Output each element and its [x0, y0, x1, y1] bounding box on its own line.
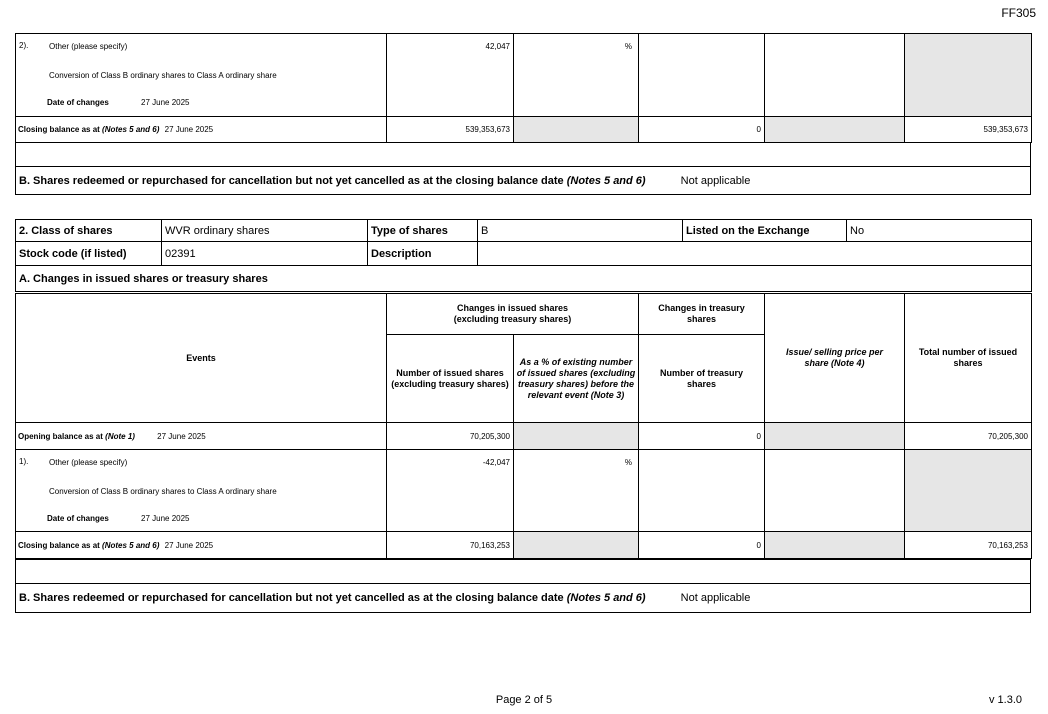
closing-total: 70,163,253: [905, 532, 1032, 559]
event-number: 2).: [19, 41, 29, 50]
opening-issued: 70,205,300: [387, 423, 514, 450]
event-row: [16, 34, 1032, 117]
section-b-row: [16, 584, 1031, 613]
event-total-cell: [905, 450, 1032, 532]
event-total-cell: [905, 34, 1032, 117]
class-row: [16, 220, 1032, 242]
opening-price-cell: [765, 423, 905, 450]
closing-label: Closing balance as at: [18, 540, 100, 550]
section-b-value: Not applicable: [680, 592, 751, 604]
date-of-changes-label: Date of changes: [47, 98, 109, 107]
section-b-notes: (Notes 5 and 6): [566, 174, 646, 187]
class2-section-b-table: [15, 559, 1031, 613]
event-description: Conversion of Class B ordinary shares to Class A ordinary share: [49, 487, 277, 496]
opening-label: Opening balance as at: [18, 431, 103, 441]
event-issued-shares: 42,047: [387, 34, 514, 117]
event-number: 1).: [19, 457, 29, 466]
event-description: Conversion of Class B ordinary shares to Class A ordinary share: [49, 71, 277, 80]
class-label: 2. Class of shares: [16, 220, 162, 242]
opening-treasury: 0: [639, 423, 765, 450]
closing-treasury: 0: [639, 117, 765, 143]
page-number: Page 2 of 5: [495, 694, 553, 706]
closing-issued: 70,163,253: [387, 532, 514, 559]
class-value: WVR ordinary shares: [162, 220, 368, 242]
event-treasury-cell: [639, 450, 765, 532]
event-row: [16, 450, 1032, 532]
closing-issued: 539,353,673: [387, 117, 514, 143]
closing-price-cell: [765, 117, 905, 143]
total-header: Total number of issued shares: [905, 294, 1032, 423]
section-b-label: B. Shares redeemed or repurchased for cancellation but not yet cancelled as at the closing balance date: [19, 592, 564, 604]
section-b-notes: (Notes 5 and 6): [566, 592, 646, 604]
spacer-cell: [16, 560, 1031, 584]
stock-code-label: Stock code (if listed): [16, 242, 162, 266]
closing-notes: (Notes 5 and 6): [102, 540, 160, 550]
opening-total: 70,205,300: [905, 423, 1032, 450]
section-b-row: [16, 167, 1031, 195]
event-percent: %: [514, 450, 639, 532]
section-a-label: A. Changes in issued shares or treasury shares: [16, 266, 1032, 292]
date-of-changes-value: 27 June 2025: [141, 98, 190, 107]
event-price-cell: [765, 450, 905, 532]
pct-existing-header: As a % of existing number of issued shares (excluding treasury shares) before the relevant event (Note 3): [514, 335, 639, 423]
type-label: Type of shares: [368, 220, 478, 242]
event-treasury-cell: [639, 34, 765, 117]
listed-label: Listed on the Exchange: [683, 220, 847, 242]
opening-pct-cell: [514, 423, 639, 450]
form-code: FF305: [1001, 6, 1036, 20]
stock-code-value: 02391: [162, 242, 368, 266]
num-treasury-header: Number of treasury shares: [639, 335, 765, 423]
spacer-cell: [16, 143, 1031, 167]
type-value: B: [478, 220, 683, 242]
section-b-label: B. Shares redeemed or repurchased for cancellation but not yet cancelled as at the closing balance date: [19, 174, 564, 187]
closing-label: Closing balance as at: [18, 125, 100, 134]
closing-date: 27 June 2025: [164, 125, 214, 134]
changes-treasury-header: Changes in treasury shares: [639, 294, 765, 335]
opening-notes: (Note 1): [105, 431, 135, 441]
date-of-changes-label: Date of changes: [47, 514, 109, 523]
top-spacer-table: [15, 142, 1031, 195]
opening-date: 27 June 2025: [157, 431, 206, 441]
closing-balance-row: [16, 117, 1032, 143]
listed-value: No: [847, 220, 1032, 242]
section-b-value: Not applicable: [680, 174, 751, 187]
stock-row: [16, 242, 1032, 266]
description-label: Description: [368, 242, 478, 266]
num-issued-header: Number of issued shares (excluding treasury shares): [387, 335, 514, 423]
event-price-cell: [765, 34, 905, 117]
changes-issued-header: Changes in issued shares (excluding treasury shares): [387, 294, 639, 335]
header-row-1: [16, 294, 1032, 335]
class2-info-table: [15, 219, 1032, 292]
version-label: v 1.3.0: [988, 694, 1022, 706]
description-value: [478, 242, 1032, 266]
opening-balance-row: [16, 423, 1032, 450]
section-a-row: [16, 266, 1032, 292]
closing-total: 539,353,673: [905, 117, 1032, 143]
closing-date: 27 June 2025: [164, 540, 214, 550]
date-of-changes-value: 27 June 2025: [141, 514, 190, 523]
class2-changes-table: [15, 293, 1032, 559]
closing-treasury: 0: [639, 532, 765, 559]
closing-balance-row: [16, 532, 1032, 559]
top-changes-table: [15, 33, 1032, 143]
event-issued-shares: -42,047: [387, 450, 514, 532]
event-type: Other (please specify): [49, 458, 128, 467]
closing-price-cell: [765, 532, 905, 559]
price-header: Issue/ selling price per share (Note 4): [765, 294, 905, 423]
closing-pct-cell: [514, 117, 639, 143]
closing-pct-cell: [514, 532, 639, 559]
event-type: Other (please specify): [49, 42, 128, 51]
event-percent: %: [514, 34, 639, 117]
closing-notes: (Notes 5 and 6): [102, 125, 160, 134]
events-header: Events: [16, 294, 387, 423]
